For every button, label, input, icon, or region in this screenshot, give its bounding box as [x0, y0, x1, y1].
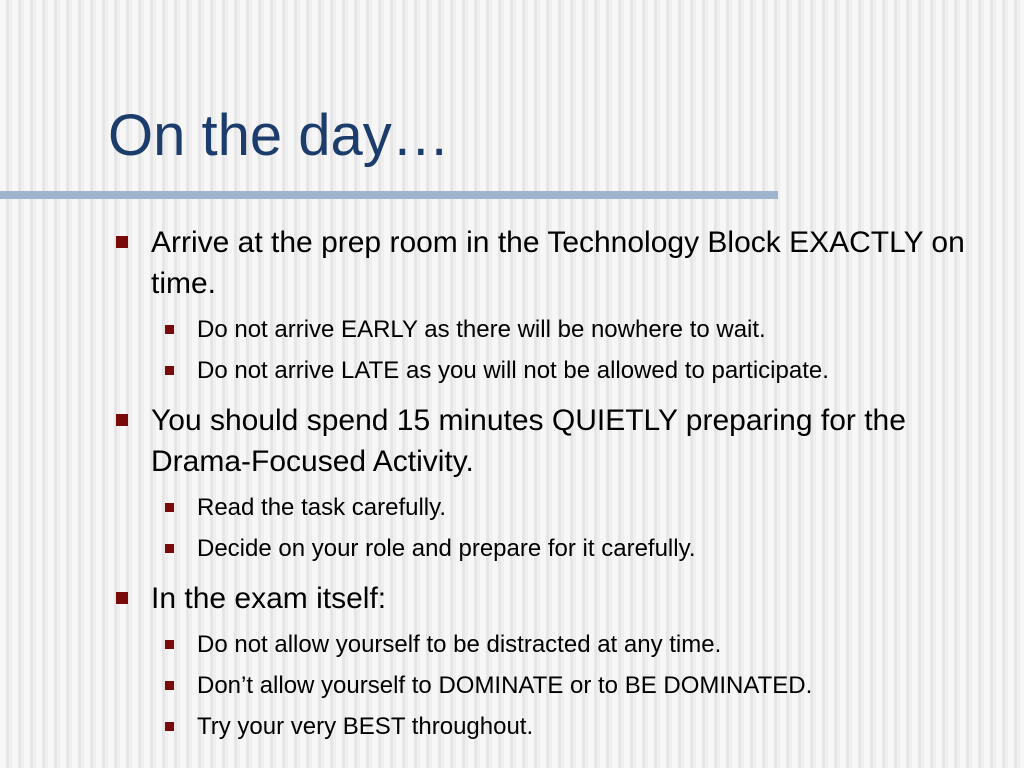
sub-bullet-item — [161, 528, 994, 569]
sub-bullet-text: Try your very BEST throughout. — [197, 713, 534, 740]
sub-bullet-text: Do not arrive EARLY as there will be nowhere to wait. — [197, 316, 766, 343]
square-bullet-icon — [116, 414, 128, 426]
sub-bullet-item — [161, 665, 994, 706]
sub-bullet-text: Decide on your role and prepare for it carefully. — [197, 535, 696, 562]
sub-bullet-item — [161, 487, 994, 528]
sub-bullet-text: Read the task carefully. — [197, 494, 447, 521]
bullet-text: In the exam itself: — [151, 582, 387, 615]
bullet-text: You should spend 15 minutes QUIETLY preparing for the Drama-Focused Activity. — [151, 404, 906, 478]
square-bullet-icon — [165, 325, 174, 334]
sub-bullet-item — [161, 624, 994, 665]
bullet-text: Arrive at the prep room in the Technology Block EXACTLY on time. — [151, 226, 965, 300]
bullet-item — [114, 578, 994, 619]
bullet-list — [114, 222, 994, 747]
square-bullet-icon — [165, 681, 174, 690]
square-bullet-icon — [116, 236, 128, 248]
sub-bullet-list — [114, 309, 994, 391]
square-bullet-icon — [165, 722, 174, 731]
sub-bullet-list — [114, 624, 994, 747]
square-bullet-icon — [165, 366, 174, 375]
sub-bullet-list — [114, 487, 994, 569]
square-bullet-icon — [165, 503, 174, 512]
square-bullet-icon — [165, 640, 174, 649]
bullet-item — [114, 222, 994, 304]
square-bullet-icon — [116, 592, 128, 604]
bullet-item — [114, 400, 994, 482]
slide-title: On the day… — [108, 103, 450, 168]
title-underline — [0, 191, 778, 199]
sub-bullet-text: Do not allow yourself to be distracted at any time. — [197, 631, 722, 658]
sub-bullet-item — [161, 706, 994, 747]
sub-bullet-item — [161, 350, 994, 391]
sub-bullet-item — [161, 309, 994, 350]
sub-bullet-text: Don’t allow yourself to DOMINATE or to BE DOMINATED. — [197, 672, 813, 699]
sub-bullet-text: Do not arrive LATE as you will not be allowed to participate. — [197, 357, 829, 384]
square-bullet-icon — [165, 544, 174, 553]
